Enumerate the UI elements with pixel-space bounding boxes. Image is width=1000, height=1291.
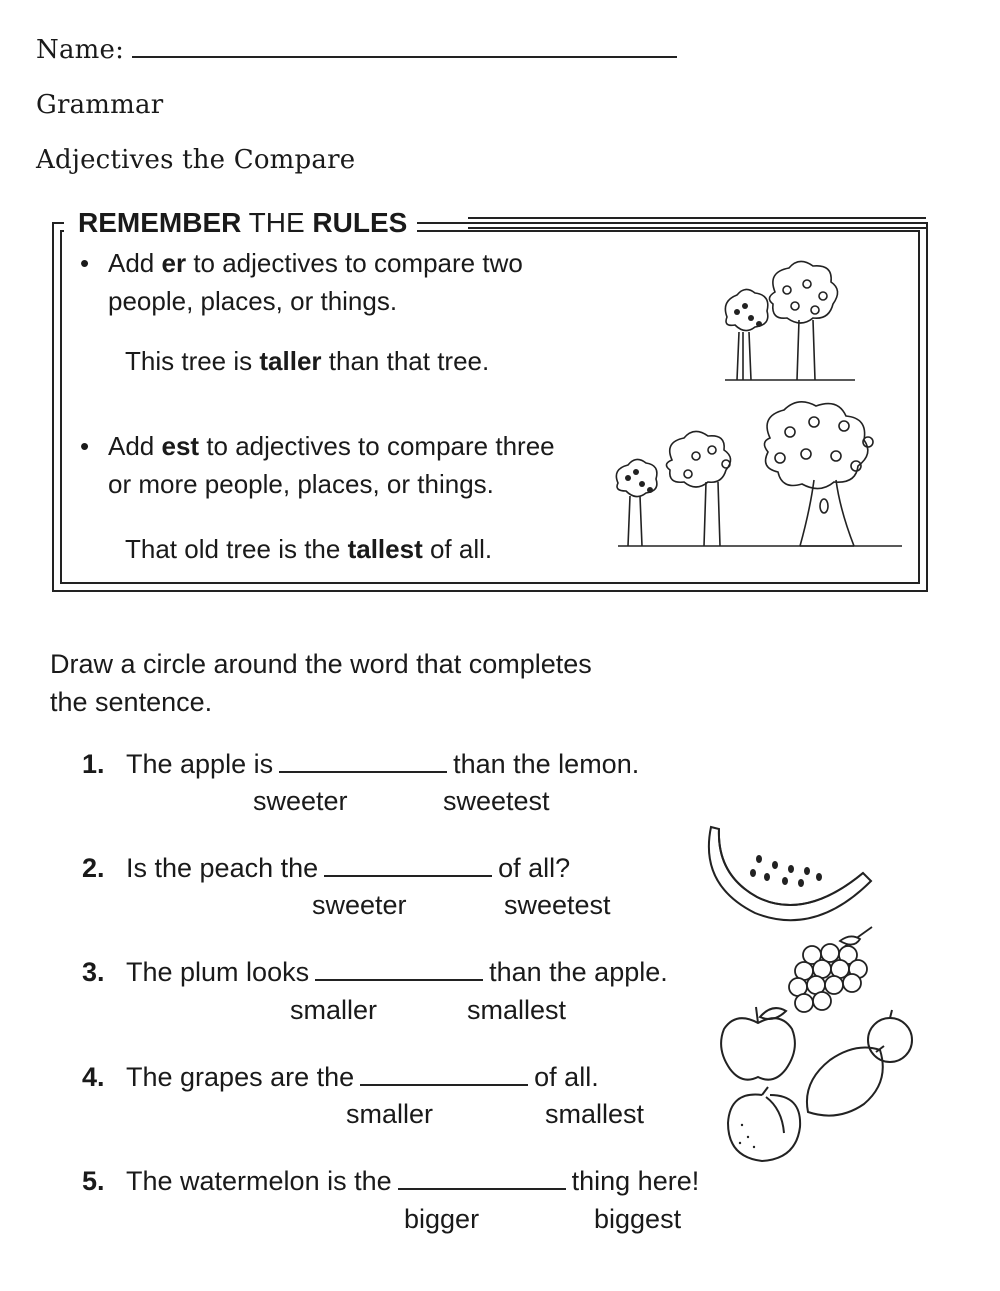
rule-1-example-post: than that tree. xyxy=(328,346,490,376)
rules-title xyxy=(64,204,417,242)
question-4-choice-a[interactable]: smaller xyxy=(346,1099,434,1129)
question-2 xyxy=(82,853,570,884)
rule-1-example-bold: taller xyxy=(259,346,322,376)
question-5-post: thing here! xyxy=(571,1166,700,1196)
rule-1-example-pre: This tree is xyxy=(125,346,253,376)
question-4-blank[interactable] xyxy=(360,1080,528,1086)
question-1-post: than the lemon. xyxy=(453,749,640,779)
question-5-choice-a[interactable]: bigger xyxy=(404,1204,480,1234)
rule-2-example xyxy=(125,534,492,565)
question-1 xyxy=(82,749,639,780)
rule-1-suffix: er xyxy=(161,248,187,278)
question-3-number: 3. xyxy=(82,957,105,987)
rules-title-the: THE xyxy=(248,207,305,238)
question-4-choice-b[interactable]: smallest xyxy=(545,1099,645,1129)
title-rule xyxy=(468,217,926,229)
three-trees-illustration xyxy=(610,398,910,550)
question-3-post: than the apple. xyxy=(489,957,668,987)
question-1-choice-b[interactable]: sweetest xyxy=(443,786,550,816)
rule-2-example-post: of all. xyxy=(429,534,493,564)
rule-1-post: to adjectives to compare two xyxy=(193,248,523,278)
rule-1-line2: people, places, or things. xyxy=(108,286,398,316)
question-2-number: 2. xyxy=(82,853,105,883)
tree-knot xyxy=(820,499,828,513)
rule-2-post: to adjectives to compare three xyxy=(206,431,555,461)
large-tree-crown xyxy=(764,402,867,489)
rule-1: • Add er to adjectives to compare two people, places, or things. xyxy=(80,244,523,320)
question-3 xyxy=(82,957,668,988)
small-tree-trunk-2 xyxy=(628,496,642,546)
rule-2-line2: or more people, places, or things. xyxy=(108,469,494,499)
medium-tree-trunk xyxy=(704,482,720,546)
large-tree-trunk xyxy=(800,480,854,546)
tall-tree-crown xyxy=(769,261,837,323)
question-2-pre: Is the peach the xyxy=(126,853,319,883)
two-trees-illustration xyxy=(715,262,865,384)
question-1-pre: The apple is xyxy=(126,749,274,779)
question-1-blank[interactable] xyxy=(279,767,447,773)
question-3-choice-b[interactable]: smallest xyxy=(467,995,567,1025)
rule-2-example-bold: tallest xyxy=(347,534,423,564)
name-field xyxy=(36,34,677,65)
small-tree-trunk xyxy=(737,332,751,380)
question-2-post: of all? xyxy=(498,853,571,883)
question-2-blank[interactable] xyxy=(324,871,492,877)
instructions xyxy=(50,645,592,721)
subject-heading: Grammar xyxy=(36,90,164,120)
question-5-blank[interactable] xyxy=(398,1184,566,1190)
rules-title-rules: RULES xyxy=(312,207,408,238)
instructions-line-1: Draw a circle around the word that completes xyxy=(50,649,592,679)
name-label: Name: xyxy=(36,35,125,65)
rule-2-pre: Add xyxy=(108,431,155,461)
tall-tree-trunk xyxy=(797,320,815,380)
question-5 xyxy=(82,1166,699,1197)
peach-icon xyxy=(722,1085,807,1165)
name-line[interactable] xyxy=(132,34,677,58)
topic-heading: Adjectives the Compare xyxy=(36,145,356,175)
rule-1-pre: Add xyxy=(108,248,155,278)
lemon-icon xyxy=(800,1042,890,1120)
question-4 xyxy=(82,1062,599,1093)
question-1-choice-a[interactable]: sweeter xyxy=(253,786,348,816)
watermelon-icon xyxy=(695,825,880,930)
rule-2: • Add est to adjectives to compare three or more people, places, or things. xyxy=(80,427,555,503)
question-3-pre: The plum looks xyxy=(126,957,310,987)
rule-1-example xyxy=(125,346,489,377)
question-2-choice-a[interactable]: sweeter xyxy=(312,890,407,920)
question-2-choice-b[interactable]: sweetest xyxy=(504,890,611,920)
question-1-number: 1. xyxy=(82,749,105,779)
rule-2-example-pre: That old tree is the xyxy=(125,534,341,564)
question-5-pre: The watermelon is the xyxy=(126,1166,392,1196)
question-5-choice-b[interactable]: biggest xyxy=(594,1204,682,1234)
apple-icon xyxy=(716,1003,801,1085)
instructions-line-2: the sentence. xyxy=(50,687,213,717)
question-3-choice-a[interactable]: smaller xyxy=(290,995,378,1025)
rules-title-remember: REMEMBER xyxy=(78,207,242,238)
question-4-number: 4. xyxy=(82,1062,105,1092)
rule-2-suffix: est xyxy=(161,431,200,461)
question-3-blank[interactable] xyxy=(315,975,483,981)
question-4-pre: The grapes are the xyxy=(126,1062,355,1092)
question-4-post: of all. xyxy=(534,1062,599,1092)
question-5-number: 5. xyxy=(82,1166,105,1196)
